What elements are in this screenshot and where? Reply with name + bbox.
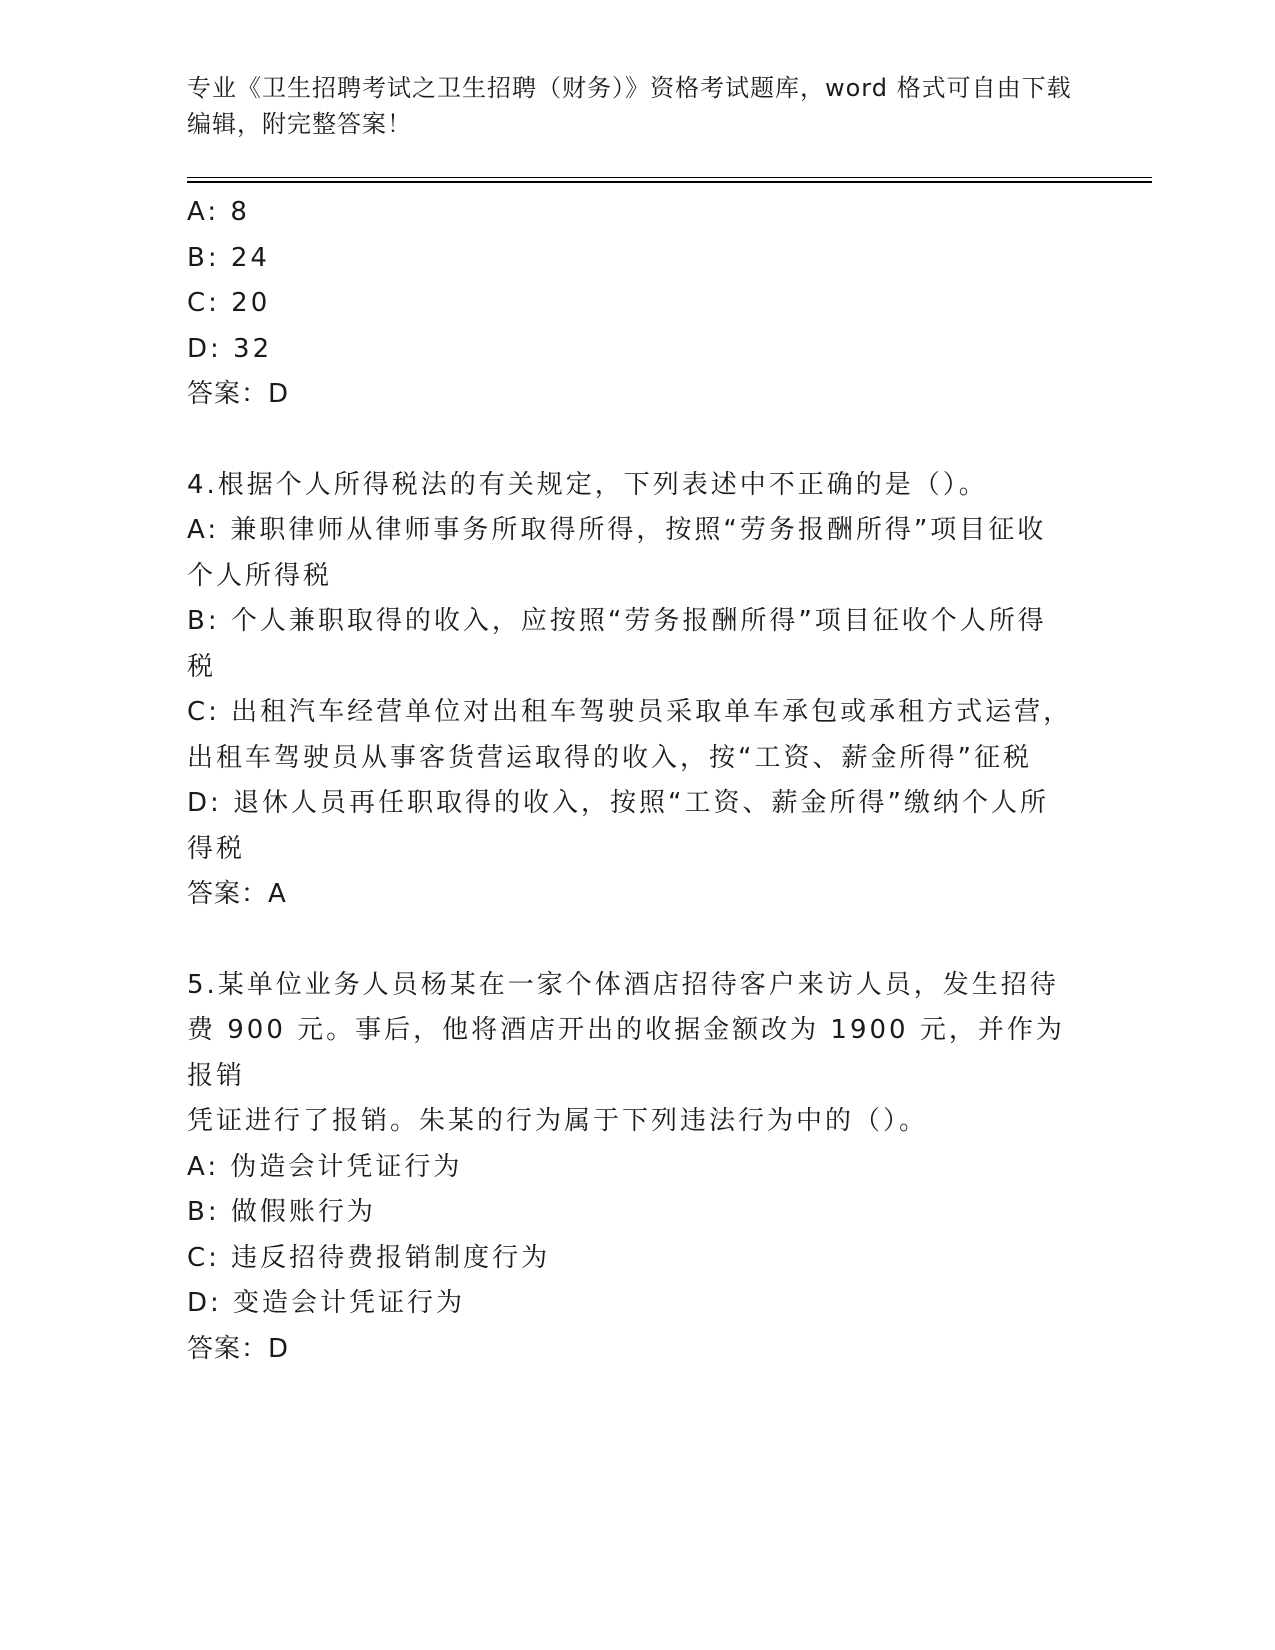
option-d-continued: 得税 [187,833,246,864]
spacer [187,418,1087,463]
question-list [187,190,1087,1372]
option-c: C: 20 [187,288,271,318]
question-stem-line-3: 凭证进行了报销。朱某的行为属于下列违法行为中的（）。 [187,1106,929,1136]
answer-line: 答案：D [187,379,290,409]
question-stem: 4.根据个人所得税法的有关规定，下列表述中不正确的是（）。 [187,469,988,500]
option-c: C: 出租汽车经营单位对出租车驾驶员采取单车承包或承租方式运营， [187,697,1073,727]
document-header [187,70,1077,142]
answer-line: 答案：D [187,1333,290,1364]
header-line-1: 专业《卫生招聘考试之卫生招聘（财务）》资格考试题库，word 格式可自由下载 [187,74,1072,102]
option-a: A: 伪造会计凭证行为 [187,1151,463,1182]
option-c-continued: 出租车驾驶员从事客货营运取得的收入，按“工资、薪金所得”征税 [187,742,1032,773]
header-line-2: 编辑，附完整答案！ [187,110,412,138]
option-d: D: 变造会计凭证行为 [187,1288,466,1318]
option-b: B: 个人兼职取得的收入，应按照“劳务报酬所得”项目征收个人所得 [187,606,1047,636]
answer-line: 答案：A [187,879,287,909]
option-a: A: 8 [187,197,250,227]
option-b-continued: 税 [187,651,217,682]
option-d: D: 32 [187,333,273,364]
question-stem-line-1: 5.某单位业务人员杨某在一家个体酒店招待客户来访人员，发生招待 [187,969,1059,1000]
header-divider-thick [187,181,1152,183]
option-d: D: 退休人员再任职取得的收入，按照“工资、薪金所得”缴纳个人所 [187,788,1049,818]
option-c: C: 违反招待费报销制度行为 [187,1242,551,1273]
question-5-block [187,963,1087,1373]
spacer [187,918,1087,963]
option-a: A: 兼职律师从律师事务所取得所得，按照“劳务报酬所得”项目征收 [187,515,1047,545]
option-b: B: 24 [187,242,270,273]
option-b: B: 做假账行为 [187,1197,376,1227]
question-3-block [187,190,1087,418]
option-a-continued: 个人所得税 [187,560,333,591]
question-4-block [187,463,1087,918]
question-stem-line-2: 费 900 元。事后，他将酒店开出的收据金额改为 1900 元，并作为报销 [187,1015,1065,1091]
header-divider-thin [187,177,1152,178]
